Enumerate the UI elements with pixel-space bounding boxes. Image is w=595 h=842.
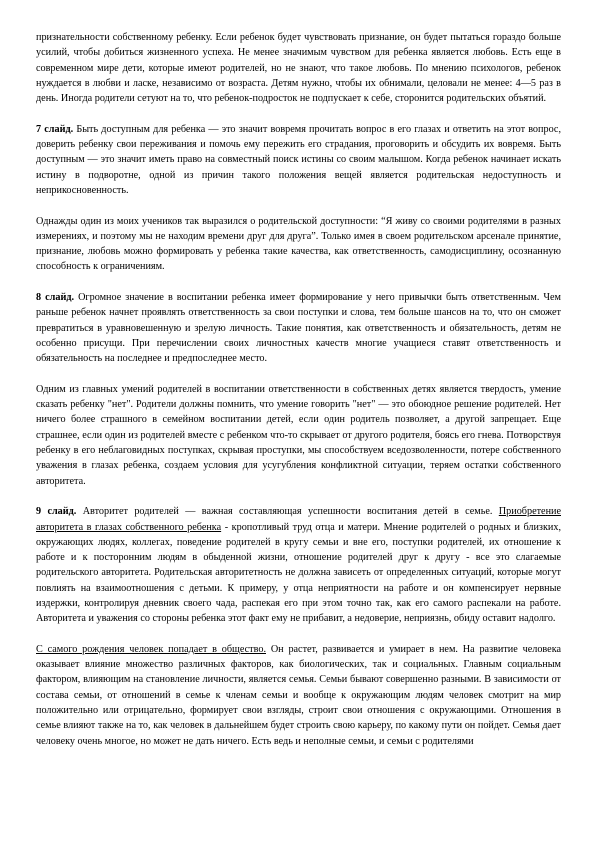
paragraph-slide-8	[36, 290, 561, 366]
paragraph-text: признательности собственному ребенку. Если ребенок будет чувствовать признание, он будет пытаться гораздо больше усилий, чтобы добиться жизненного успеха. Не менее значимым чувством для ребенка является любовь. Есть еще в современном мире дети, которые имеют родителей, но не знают, что такое любовь. По мнению психологов, ребенок нуждается в любви и ласке, независимо от возраста. Детям нужно, чтобы их обнимали, целовали не менее: 4—5 раз в день. Иногда родители сетуют на то, что ребенок-подросток не подпускает к себе, сторонится родительских объятий.	[36, 32, 561, 105]
paragraph-intro	[36, 30, 561, 106]
paragraph-society	[36, 642, 561, 749]
paragraph-text: Одним из главных умений родителей в воспитании ответственности в собственных детях является твердость, умение сказать ребенку "нет". Родители должны помнить, что умение говорить "нет" — это обоюдное решение родителей. Нет ничего более страшного в семейном воспитании детей, если один родитель позволяет, а другой запрещает. Еще страшнее, если один из родителей вместе с ребенком что-то скрывает от другого родителя, боясь его гнева. Потворствуя ребенку в его неблаговидных поступках, скрывая проступки, мы способствуем вседозволенности, потере собственного уважения в глазах ребенка, создаем условия для усугубления конфликтной ситуации, теряем остатки собственного авторитета.	[36, 383, 561, 487]
paragraph-text: - кропотливый труд отца и матери. Мнение родителей о родных и близких, окружающих людях, коллегах, поведение родителей в кругу семьи и вне его, поступки родителей, их отношение к работе и к посторонним людям в обыденной жизни, отношение родителей друг к другу - все это слагаемые родительского авторитета. Родительская авторитетность не должна зависеть от определенных ситуаций, которые могут повлиять на взаимоотношения с детьми. К примеру, у отца неприятности на работе и он компенсирует нервные издержки, контролируя дневник своего чада, распекая его при этом точно так, как его самого распекали на работе. Авторитета и уважения со стороны ребенка этот факт ему не прибавит, а недоверие, неприязнь, обиду оставит надолго.	[36, 521, 561, 625]
paragraph-text: Он растет, развивается и умирает в нем. На развитие человека оказывает влияние множество различных факторов, как биологических, так и социальных. Главным социальным фактором, влияющим на становление личности, является семья. Семьи бывают совершенно разными. В зависимости от состава семьи, от отношений в семье к членам семьи и вообще к окружающим людям человек смотрит на мир положительно или отрицательно, формирует свои взгляды, строит свои отношения с окружающими. Отношения в семье влияют также на то, как человек в дальнейшем будет строить свою карьеру, по какому пути он пойдет. Семья дает человеку очень многое, но может не дать ничего. Есть ведь и неполные семьи, и семьи с родителями	[36, 643, 562, 747]
paragraph-text: Огромное значение в воспитании ребенка имеет формирование у него привычки быть ответственным. Чем раньше ребенок начнет проявлять ответственность за свои поступки и слова, тем больше шансов на то, что он сможет превратиться в уравновешенную и зрелую личность. Такие понятия, как ответственность и обязательность, детям не особенно присущи. При перечислении своих личностных качеств многие учащиеся ставят ответственность и обязательность на последнее и предпоследнее место.	[36, 292, 561, 365]
underlined-phrase: Приобретение авторитета в глазах собственного ребенка	[36, 506, 561, 533]
slide-label: 9 слайд.	[36, 506, 77, 518]
paragraph-text: Быть доступным для ребенка — это значит вовремя прочитать вопрос в его глазах и ответить на этот вопрос, доверить ребенку свои переживания и помочь ему пережить его страдания, проговорить и обсудить их вовремя. Быть доступным — это значит иметь право на совместный поиск истины со своим малышом. Когда ребенок начинает искать истину в подворотне, одной из причин такого положения вещей является родительская недоступность и неприкосновенность.	[36, 123, 561, 196]
slide-label: 8 слайд.	[36, 292, 75, 304]
document-page	[36, 30, 561, 749]
paragraph-text: Авторитет родителей — важная составляющая успешности воспитания детей в семье.	[76, 506, 499, 518]
paragraph-student-quote	[36, 214, 561, 275]
slide-label: 7 слайд.	[36, 123, 74, 135]
paragraph-slide-7	[36, 122, 561, 198]
paragraph-slide-9	[36, 504, 561, 626]
paragraph-text: Однажды один из моих учеников так выразился о родительской доступности: “Я живу со своими родителями в разных измерениях, и поэтому мы не находим времени друг для друга”. Только имея в своем родительском арсенале принятие, признание, любовь можно формировать у ребенка такие качества, как ответственность, самодисциплину, осознанную способность к ограничениям.	[36, 215, 561, 273]
underlined-phrase: С самого рождения человек попадает в общество.	[36, 643, 266, 655]
paragraph-firmness	[36, 382, 561, 489]
